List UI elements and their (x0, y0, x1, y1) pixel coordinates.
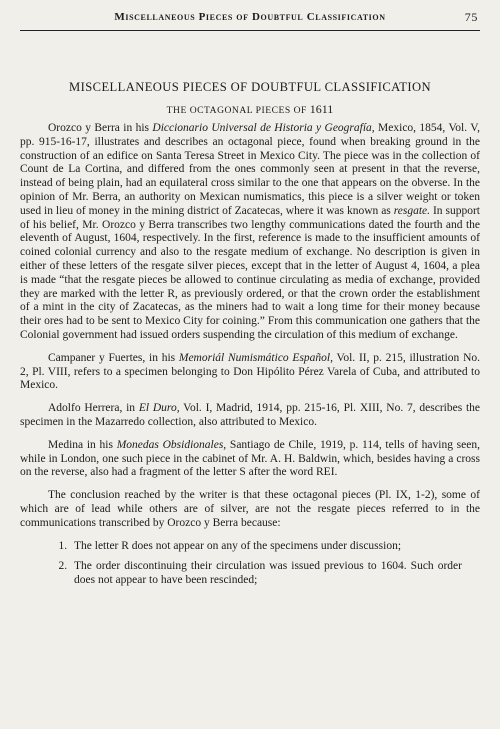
section-subtitle (20, 102, 480, 117)
paragraph-text: In support of his belief, Mr. Orozco y Berra transcribes two lengthy communications dated the fourth and the eleventh of August, 1604, respectively. In the first, reference is made to the insufficient amounts of coined colonial currency and also to the resgate medium of exchange. No description is given in either of these letters of the resgate silver pieces, except that in the letter of August 4, 1604, a plea is made “that the resgate pieces be allowed to continue circulating as media of exchange, provided they are marked with the letter R, as previously ordered, or that the crown order the establishment of a mint in the city of Zacatecas, as the miners had to wait a long time for their money because their ores had to be sent to Mexico City for coining.” From this communication one gathers that the Colonial government had issued orders suspending the circulation of this medium of exchange. (20, 204, 480, 341)
paragraph-campaner (20, 352, 480, 393)
work-title: El Duro, (138, 402, 180, 415)
section-title: MISCELLANEOUS PIECES OF DOUBTFUL CLASSIFICATION (69, 80, 431, 94)
body-text (20, 122, 480, 595)
work-title: Monedas Obsidionales, (116, 438, 227, 451)
paragraph-text: Vol. I, Madrid, 1914, pp. 215-16, Pl. XIII, No. 7, describes the specimen in the Mazarredo collection, also attributed to Mexico. (20, 402, 480, 428)
page-number: 75 (464, 10, 478, 24)
paragraph-text: Mexico, 1854, Vol. V, pp. 915-16-17, illustrates and describes an octagonal piece, found when breaking ground in the construction of an edifice on Santa Teresa Street in Mexico City. The piece was in the collection of Count de La Cortina, and differed from the ones commonly seen at present in that the reverse, instead of being plain, had an equilateral cross similar to the one that appears on the obverse. In the opinion of Mr. Berra, an authority on Mexican numismatics, this piece is a silver weight or token used in lieu of money in the mining district of Zacatecas, where it was known as (20, 122, 480, 217)
term-italic: resgate. (393, 204, 431, 217)
list-item: 2. The order discontinuing their circulation was issued previous to 1604. Such order does not appear to have been rescinded; (70, 560, 462, 588)
list-item: 1. The letter R does not appear on any of the specimens under discussion; (70, 540, 462, 554)
paragraph-text: Campaner y Fuertes, in his (48, 351, 179, 364)
subtitle-year: 1611 (309, 102, 334, 116)
work-title: Diccionario Universal de Historia y Geografía, (152, 122, 375, 134)
subtitle-text: THE OCTAGONAL PIECES OF (166, 105, 307, 116)
paragraph-conclusion: The conclusion reached by the writer is that these octagonal pieces (Pl. IX, 1-2), some of which are of lead while others are of silver, are not the resgate pieces referred to in the communications transcribed by Orozco y Berra because: (20, 489, 480, 529)
paragraph-text: Orozco y Berra in his (48, 122, 153, 134)
paragraph-medina (20, 439, 480, 480)
reasons-list (20, 540, 480, 588)
paragraph-herrera (20, 402, 480, 430)
running-head (20, 8, 480, 31)
running-title: Miscellaneous Pieces of Doubtful Classification (114, 11, 386, 23)
paragraph-text: Adolfo Herrera, in (48, 402, 139, 415)
work-title: Memoriál Numismático Español, (178, 351, 333, 364)
paragraph-orozco (20, 122, 480, 343)
paragraph-text: Medina in his (48, 438, 117, 451)
paragraph-text: Vol. II, p. 215, illustration No. 2, Pl. VIII, refers to a specimen belonging to Don Hipólito Pérez Varela of Cuba, and attributed to Mexico. (20, 351, 480, 392)
paragraph-text: Santiago de Chile, 1919, p. 114, tells of having seen, while in London, one such piece in the cabinet of Mr. A. H. Baldwin, which, besides having a cross on the reverse, also had a fragment of the letter S after the word REI. (20, 438, 480, 479)
